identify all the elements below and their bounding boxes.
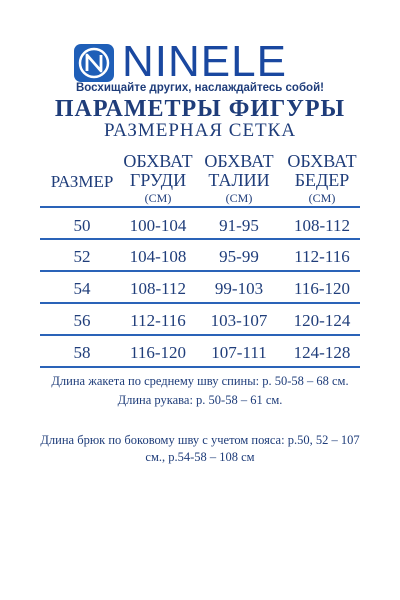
cell-size: 54	[73, 279, 91, 298]
header-hips-unit: (СМ)	[308, 191, 336, 205]
cell-hips: 120-124	[293, 311, 351, 330]
brand-name: NINELE	[122, 37, 287, 86]
header-waist-line1: ОБХВАТ	[204, 151, 274, 171]
table-row	[40, 239, 360, 271]
cell-waist: 103-107	[210, 311, 268, 330]
cell-size: 58	[73, 343, 91, 362]
brand-logo	[74, 37, 334, 86]
table-row	[40, 271, 360, 303]
table-row	[40, 303, 360, 335]
header-chest-line1: ОБХВАТ	[123, 151, 193, 171]
cell-waist: 95-99	[219, 247, 259, 266]
header-waist-unit: (СМ)	[225, 191, 253, 205]
cell-size: 50	[73, 216, 91, 235]
trousers-length-note: Длина брюк по боковому шву с учетом пояса: р.50, 52 – 107 см., р.54-58 – 108 см	[40, 433, 360, 464]
header-waist-line2: ТАЛИИ	[208, 170, 270, 190]
cell-chest: 104-108	[129, 247, 187, 266]
cell-hips: 116-120	[293, 279, 351, 298]
cell-chest: 116-120	[129, 343, 187, 362]
page-subtitle: РАЗМЕРНАЯ СЕТКА	[103, 120, 297, 141]
cell-hips: 108-112	[293, 216, 351, 235]
header-size: РАЗМЕР	[50, 172, 114, 191]
page-title: ПАРАМЕТРЫ ФИГУРЫ	[54, 96, 346, 122]
header-hips-line1: ОБХВАТ	[287, 151, 357, 171]
header-hips	[282, 152, 362, 206]
cell-hips: 124-128	[293, 343, 351, 362]
header-chest-unit: (СМ)	[144, 191, 172, 205]
cell-waist: 91-95	[219, 216, 259, 235]
cell-waist: 107-111	[211, 343, 267, 362]
cell-waist: 99-103	[214, 279, 264, 298]
table-divider	[40, 366, 360, 368]
cell-chest: 100-104	[129, 216, 187, 235]
ninele-n-logo-icon	[74, 44, 114, 82]
sleeve-length-note: Длина рукава: р. 50-58 – 61 см.	[117, 393, 283, 407]
cell-size: 56	[73, 311, 91, 330]
slogan: Восхищайте других, наслаждайтесь собой!	[76, 82, 324, 94]
header-waist	[200, 152, 278, 206]
cell-chest: 112-116	[130, 311, 186, 330]
table-row	[40, 208, 360, 240]
header-chest-line2: ГРУДИ	[129, 170, 187, 190]
cell-size: 52	[73, 247, 91, 266]
cell-chest: 108-112	[129, 279, 187, 298]
table-row	[40, 335, 360, 367]
header-hips-line2: БЕДЕР	[294, 170, 350, 190]
jacket-length-note: Длина жакета по среднему шву спины: р. 50-58 – 68 см.	[51, 374, 349, 388]
cell-hips: 112-116	[294, 247, 350, 266]
header-chest	[118, 152, 198, 206]
